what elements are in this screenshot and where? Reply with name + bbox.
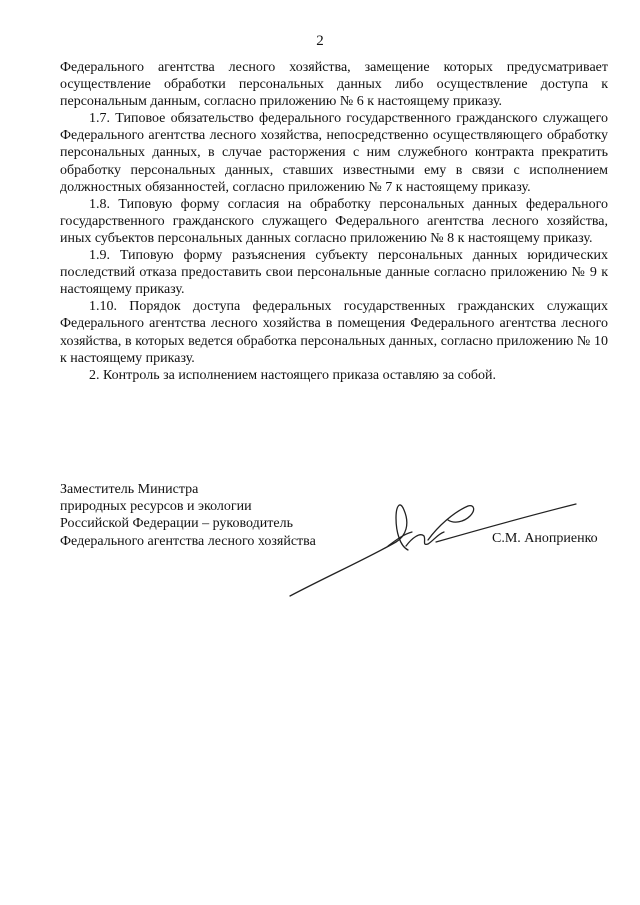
signatory-title-line: Заместитель Министра — [60, 482, 199, 497]
signature-stroke — [290, 505, 408, 596]
paragraph-1-7: 1.7. Типовое обязательство федерального государственного гражданского служащего Федерального агентства лесного хозяйства, непосредственно осуществляющего обработку персональных данных, в случае расторжения с ним служебного контракта прекратить обработку персональных данных, ставших известными ему в связи с исполнением должностных обязанностей, согласно приложению № 7 к настоящему приказу. — [60, 111, 608, 195]
paragraph-2: 2. Контроль за исполнением настоящего приказа оставляю за собой. — [89, 367, 497, 383]
page-number: 2 — [316, 33, 324, 49]
signatory-title-line: Федерального агентства лесного хозяйства — [60, 533, 316, 549]
document-body — [60, 59, 608, 384]
paragraph-1-10: 1.10. Порядок доступа федеральных государственных гражданских служащих Федерального агентства лесного хозяйства в помещения Федерального агентства лесного хозяйства, в которых ведется обработка персональных данных, согласно приложению № 10 к настоящему приказу. — [60, 299, 608, 366]
signature-stroke — [406, 532, 444, 546]
signer-name: С.М. Аноприенко — [492, 531, 598, 546]
signatory-title-line: Российской Федерации – руководитель — [60, 516, 293, 532]
signature-stroke — [428, 506, 474, 540]
paragraph-1-8: 1.8. Типовую форму согласия на обработку персональных данных федерального государственного гражданского служащего Федерального агентства лесного хозяйства, иных субъектов персональных данных согласно приложению № 8 к настоящему приказу. — [60, 196, 608, 246]
paragraph-1-9: 1.9. Типовую форму разъяснения субъекту персональных данных юридических последствий отказа предоставить свои персональные данные согласно приложению № 9 к настоящему приказу. — [60, 248, 608, 298]
paragraph-continuation: Федерального агентства лесного хозяйства, замещение которых предусматривает осуществление обработки персональных данных либо осуществление доступа к персональным данным, согласно приложению № 6 к настоящему приказу. — [60, 60, 608, 110]
signatory-title-line: природных ресурсов и экологии — [60, 499, 252, 515]
